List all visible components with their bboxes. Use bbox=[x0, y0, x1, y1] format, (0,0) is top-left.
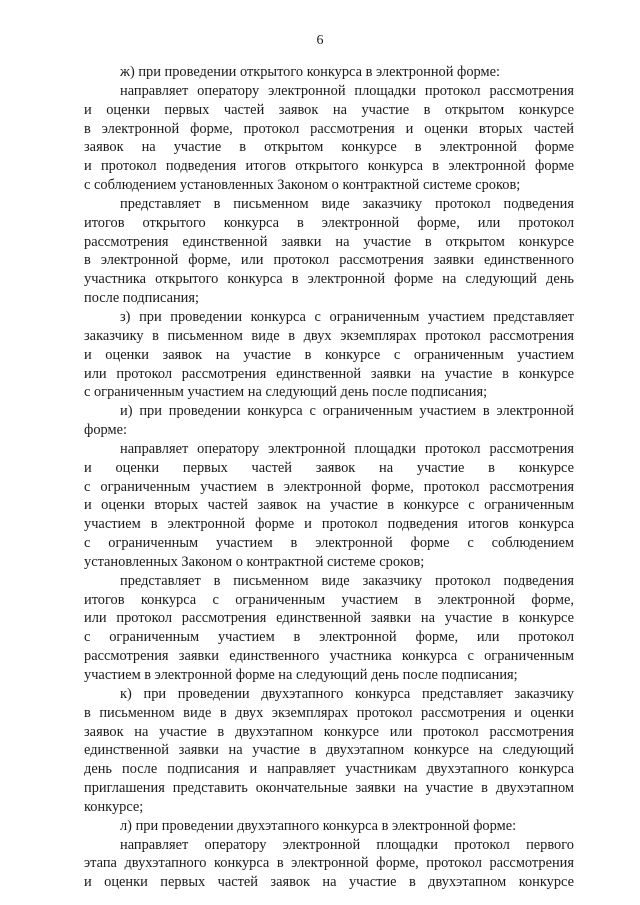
text-line: направляет оператору электронной площадки протокол рассмотрения bbox=[120, 440, 574, 457]
text-line: и оценки первых частей заявок на участие в двухэтапном конкурсе bbox=[84, 874, 574, 891]
text-line: с соблюдением установленных Законом о контрактной системе сроков; bbox=[84, 177, 521, 194]
text-line: заявок на участие в двухэтапном конкурсе или протокол рассмотрения bbox=[84, 723, 574, 740]
text-line: направляет оператору электронной площадки протокол рассмотрения bbox=[120, 82, 574, 99]
text-line: в письменном виде в двух экземплярах протокол рассмотрения и оценки bbox=[84, 704, 574, 721]
text-line: заказчику в письменном виде в двух экземплярах протокол рассмотрения bbox=[84, 327, 574, 344]
text-line: заявок на участие в открытом конкурсе в электронной форме bbox=[84, 139, 574, 156]
text-line: и протокол подведения итогов открытого конкурса в электронной форме bbox=[84, 158, 574, 175]
text-line: рассмотрения заявки единственного участника конкурса с ограниченным bbox=[84, 648, 574, 665]
text-line: или протокол рассмотрения единственной заявки на участие в конкурсе bbox=[84, 610, 574, 627]
text-line: единственной заявки на участие в двухэтапном конкурсе на следующий bbox=[84, 742, 574, 759]
text-line: итогов конкурса с ограниченным участием в электронной форме, bbox=[84, 591, 574, 608]
text-line: в электронной форме, или протокол рассмотрения заявки единственного bbox=[84, 252, 574, 269]
text-line: участием в электронной форме на следующий день после подписания; bbox=[84, 667, 518, 683]
page-number: 6 bbox=[316, 33, 324, 48]
text-line: после подписания; bbox=[84, 290, 199, 307]
text-line: или протокол рассмотрения единственной заявки на участие в конкурсе bbox=[84, 365, 574, 382]
text-line: с ограниченным участием в электронной форме, или протокол bbox=[84, 629, 574, 646]
text-line: итогов открытого конкурса в электронной форме, или протокол bbox=[84, 214, 574, 231]
text-line: с ограниченным участием в электронной форме, протокол рассмотрения bbox=[84, 478, 574, 495]
text-line: в электронной форме, протокол рассмотрения и оценки вторых частей bbox=[84, 120, 574, 137]
document-body bbox=[84, 63, 574, 892]
text-line: с ограниченным участием в электронной форме с соблюдением bbox=[84, 535, 574, 552]
text-line: представляет в письменном виде заказчику протокол подведения bbox=[120, 572, 574, 589]
text-line: участием в электронной форме и протокол подведения итогов конкурса bbox=[84, 516, 574, 533]
text-line: з) при проведении конкурса с ограниченным участием представляет bbox=[120, 308, 574, 325]
text-line: представляет в письменном виде заказчику протокол подведения bbox=[120, 195, 574, 212]
text-line: участника открытого конкурса в электронной форме на следующий день bbox=[84, 271, 574, 288]
text-line: и) при проведении конкурса с ограниченным участием в электронной bbox=[120, 403, 574, 420]
text-line: ж) при проведении открытого конкурса в электронной форме: bbox=[120, 64, 501, 80]
text-line: и оценки первых частей заявок на участие в конкурсе bbox=[84, 459, 574, 476]
text-line: приглашения представить окончательные заявки на участие в двухэтапном bbox=[84, 780, 574, 797]
text-line: с ограниченным участием на следующий день после подписания; bbox=[84, 384, 488, 401]
text-line: и оценки заявок на участие в конкурсе с ограниченным участием bbox=[84, 346, 574, 363]
text-line: л) при проведении двухэтапного конкурса в электронной форме: bbox=[120, 817, 517, 834]
text-line: к) при проведении двухэтапного конкурса представляет заказчику bbox=[120, 685, 574, 702]
text-line: установленных Законом о контрактной системе сроков; bbox=[84, 553, 425, 570]
text-line: направляет оператору электронной площадки протокол первого bbox=[120, 836, 574, 853]
text-line: день после подписания и направляет участникам двухэтапного конкурса bbox=[84, 761, 574, 778]
text-line: и оценки вторых частей заявок на участие в конкурсе с ограниченным bbox=[84, 497, 574, 514]
text-line: конкурсе; bbox=[84, 798, 144, 815]
text-line: и оценки первых частей заявок на участие в открытом конкурсе bbox=[84, 101, 574, 118]
text-line: этапа двухэтапного конкурса в электронной форме, протокол рассмотрения bbox=[84, 855, 574, 872]
text-line: рассмотрения единственной заявки на участие в открытом конкурсе bbox=[84, 233, 574, 250]
text-line: форме: bbox=[84, 422, 127, 439]
